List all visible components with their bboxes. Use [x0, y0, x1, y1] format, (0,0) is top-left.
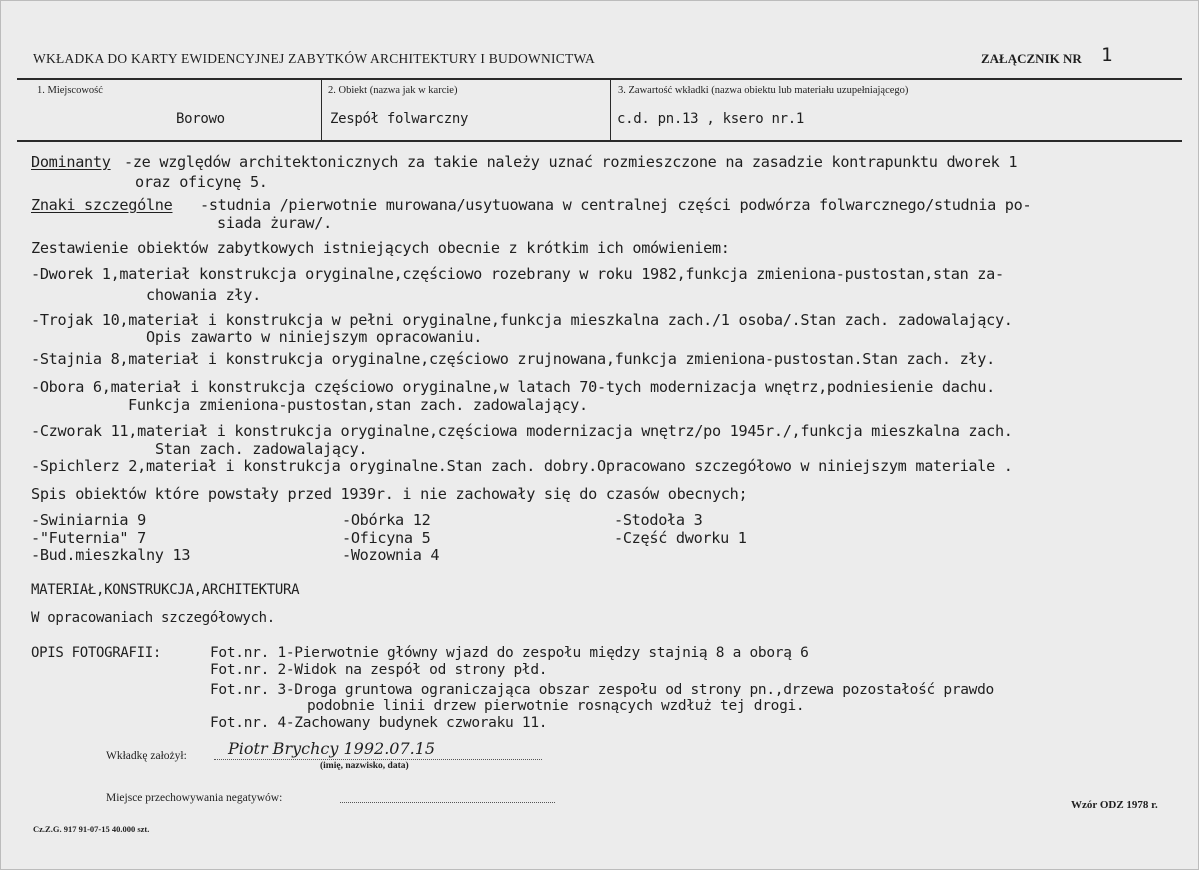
lost-object-item: -"Futernia" 7 — [31, 529, 146, 547]
photo-description-label: OPIS FOTOGRAFII: — [31, 645, 162, 661]
lost-object-item: -Wozownia 4 — [342, 546, 440, 564]
dominanty-label: Dominanty — [31, 153, 111, 171]
table-top-rule — [17, 78, 1182, 80]
obora-line-1: -Obora 6,materiał i konstrukcja częściowo oryginalne,w latach 70-tych modernizacja wnętrz,podniesienie dachu. — [31, 378, 995, 396]
field-2-value: Zespół folwarczny — [330, 111, 469, 127]
trojak-line-1: -Trojak 10,materiał i konstrukcja w pełni oryginalne,funkcja mieszkalna zach./1 osoba/.Stan zach. zadowalający. — [31, 311, 1013, 329]
znaki-line-1: -studnia /pierwotnie murowana/usytuowana w centralnej części podwórza folwarcznego/studnia po- — [200, 196, 1032, 214]
obora-line-2: Funkcja zmieniona-pustostan,stan zach. zadowalający. — [128, 396, 588, 414]
dworek-line-2: chowania zły. — [146, 286, 261, 304]
lost-object-item: -Obórka 12 — [342, 511, 431, 529]
annex-label: ZAŁĄCZNIK NR — [981, 51, 1082, 66]
field-1-value: Borowo — [176, 111, 225, 127]
zestawienie-heading: Zestawienie obiektów zabytkowych istniejących obecnie z krótkim ich omówieniem: — [31, 239, 730, 257]
dworek-line-1: -Dworek 1,materiał konstrukcja oryginalne,częściowo rozebrany w roku 1982,funkcja zmieniona-pustostan,stan za- — [31, 265, 1004, 283]
table-divider-1 — [321, 79, 322, 141]
annex-number: 1 — [1101, 44, 1113, 66]
spichlerz-line: -Spichlerz 2,materiał i konstrukcja oryginalne.Stan zach. dobry.Opracowano szczegółowo w niniejszym materiale . — [31, 457, 1013, 475]
znaki-label: Znaki szczególne — [31, 196, 173, 214]
znaki-line-2: siada żuraw/. — [217, 214, 332, 232]
photo-caption-2: Fot.nr. 2-Widok na zespół od strony płd. — [210, 662, 548, 678]
photo-caption-4: Fot.nr. 4-Zachowany budynek czworaku 11. — [210, 715, 548, 731]
author-value: Piotr Brychcy 1992.07.15 — [228, 739, 436, 758]
table-divider-2 — [610, 79, 611, 141]
dominanty-line-1: -ze względów architektonicznych za takie należy uznać rozmieszczone na zasadzie kontrapunktu dworek 1 — [124, 153, 1018, 171]
trojak-line-2: Opis zawarto w niniejszym opracowaniu. — [146, 328, 483, 346]
lost-object-item: -Stodoła 3 — [614, 511, 703, 529]
print-info: Cz.Z.G. 917 91-07-15 40.000 szt. — [33, 824, 150, 834]
spis-heading: Spis obiektów które powstały przed 1939r. i nie zachowały się do czasów obecnych; — [31, 485, 748, 503]
stajnia-line: -Stajnia 8,materiał i konstrukcja oryginalne,częściowo zrujnowana,funkcja zmieniona-pustostan.Stan zach. zły. — [31, 350, 995, 368]
author-hint: (imię, nazwisko, data) — [320, 761, 409, 771]
lost-object-item: -Swiniarnia 9 — [31, 511, 146, 529]
dominanty-line-2: oraz oficynę 5. — [135, 173, 268, 191]
author-dotted-line — [214, 759, 542, 760]
photo-caption-3-line-1: Fot.nr. 3-Droga gruntowa ograniczająca obszar zespołu od strony pn.,drzewa pozostałość prawdo — [210, 682, 994, 698]
field-1-label: 1. Miejscowość — [37, 85, 103, 96]
form-template-label: Wzór ODZ 1978 r. — [1071, 799, 1158, 811]
table-bottom-rule — [17, 140, 1182, 142]
czworak-line-2: Stan zach. zadowalający. — [155, 440, 368, 458]
photo-caption-3-line-2: podobnie linii drzew pierwotnie rosnących wzdłuż tej drogi. — [307, 698, 805, 714]
negatives-location-label: Miejsce przechowywania negatywów: — [106, 792, 283, 804]
material-text: W opracowaniach szczegółowych. — [31, 610, 275, 626]
author-label: Wkładkę założył: — [106, 750, 187, 762]
material-heading: MATERIAŁ,KONSTRUKCJA,ARCHITEKTURA — [31, 582, 300, 598]
photo-caption-1: Fot.nr. 1-Pierwotnie główny wjazd do zespołu między stajnią 8 a oborą 6 — [210, 645, 809, 661]
field-3-label: 3. Zawartość wkładki (nazwa obiektu lub materiału uzupełniającego) — [618, 85, 909, 96]
czworak-line-1: -Czworak 11,materiał i konstrukcja oryginalne,częściowa modernizacja wnętrz/po 1945r./,funkcja mieszkalna zach. — [31, 422, 1013, 440]
field-2-label: 2. Obiekt (nazwa jak w karcie) — [328, 85, 458, 96]
negatives-dotted-line — [340, 802, 555, 803]
field-3-value: c.d. pn.13 , ksero nr.1 — [617, 111, 804, 127]
lost-object-item: -Bud.mieszkalny 13 — [31, 546, 191, 564]
lost-object-item: -Oficyna 5 — [342, 529, 431, 547]
lost-object-item: -Część dworku 1 — [614, 529, 747, 547]
card-title: WKŁADKA DO KARTY EWIDENCYJNEJ ZABYTKÓW ARCHITEKTURY I BUDOWNICTWA — [33, 51, 596, 66]
